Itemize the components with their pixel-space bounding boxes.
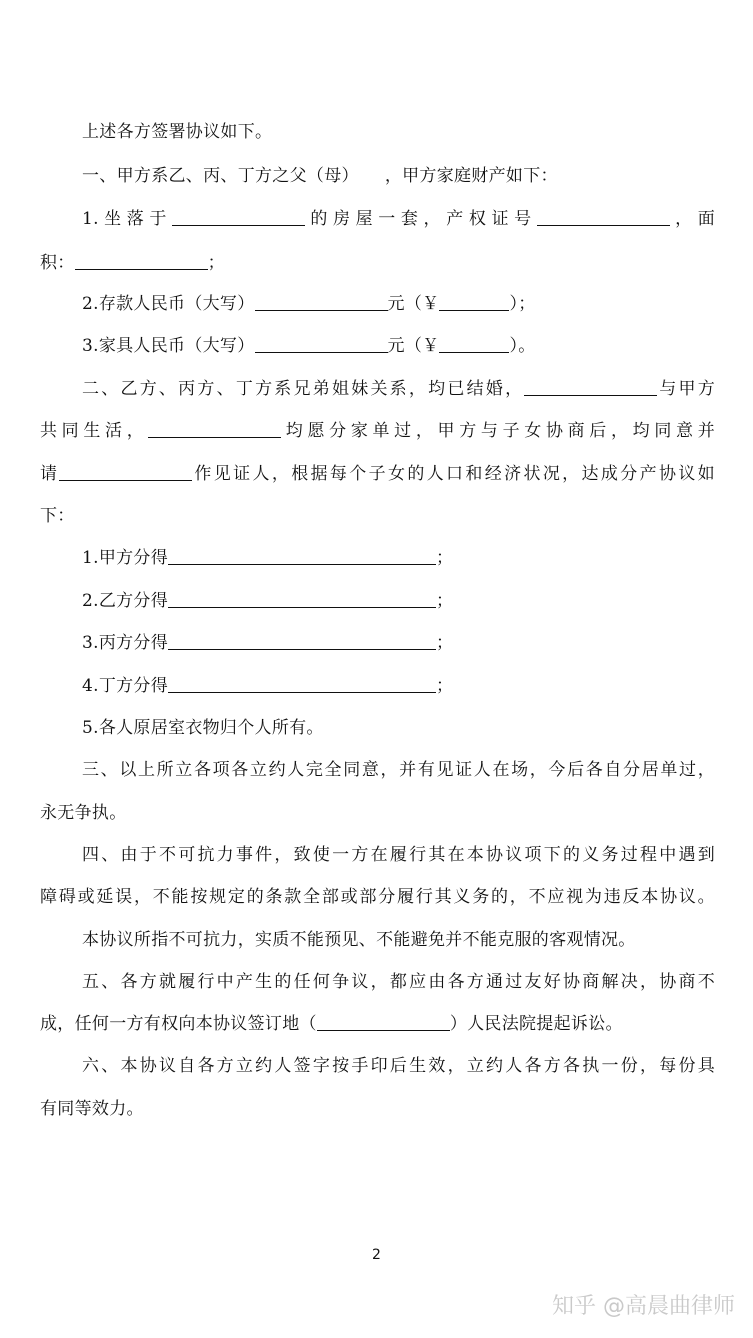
clause-four-line-1: 四、由于不可抗力事件，致使一方在履行其在本协议项下的义务过程中遇到: [82, 845, 715, 865]
separating-children-blank[interactable]: [148, 419, 281, 438]
clause-five-line-2: 成，任何一方有权向本协议签订地（ ）人民法院提起诉讼。: [40, 1014, 623, 1034]
share-blank-party-c[interactable]: [168, 631, 436, 650]
furniture-amount-blank[interactable]: [255, 334, 388, 353]
item-deposit: 2.存款人民币（大写） 元（￥ ）；: [82, 294, 536, 314]
share-item: 2.乙方分得 ；: [82, 591, 454, 611]
share-blank-party-d[interactable]: [168, 674, 436, 693]
house-location-blank[interactable]: [172, 207, 305, 226]
witness-blank[interactable]: [59, 462, 192, 481]
force-majeure-definition: 本协议所指不可抗力，实质不能预见、不能避免并不能克服的客观情况。: [82, 930, 636, 950]
share-blank-party-a[interactable]: [168, 546, 436, 565]
area-blank[interactable]: [75, 251, 208, 270]
share-item: 3.丙方分得 ；: [82, 633, 454, 653]
clause-two-line-3: 请 作见证人，根据每个子女的人口和经济状况，达成分产协议如: [40, 464, 715, 484]
clause-two-line-4: 下：: [40, 506, 75, 526]
clause-five-line-1: 五、各方就履行中产生的任何争议，都应由各方通过友好协商解决，协商不: [82, 972, 715, 992]
share-blank-party-b[interactable]: [168, 589, 436, 608]
item-clothing: 5.各人原居室衣物归个人所有。: [82, 718, 324, 738]
clause-three-line-2: 永无争执。: [40, 803, 127, 823]
item-furniture: 3.家具人民币（大写） 元（￥ ）。: [82, 336, 536, 356]
clause-six-line-2: 有同等效力。: [40, 1099, 144, 1119]
clause-two-line-2: 共同生活， 均愿分家单过，甲方与子女协商后，均同意并: [40, 421, 716, 441]
clause-six-line-1: 六、本协议自各方立约人签字按手印后生效，立约人各方各执一份，每份具: [82, 1056, 715, 1076]
watermark: 知乎 @高晨曲律师: [552, 1294, 735, 1319]
share-item: 1.甲方分得 ；: [82, 548, 454, 568]
intro-paragraph: 上述各方签署协议如下。: [82, 122, 273, 142]
property-cert-blank[interactable]: [537, 207, 670, 226]
item-house: 1.坐落于 的房屋一套，产权证号 ，面: [82, 209, 715, 229]
page-number: 2: [372, 1247, 381, 1263]
share-item: 4.丁方分得 ；: [82, 676, 454, 696]
clause-one: 一、甲方系乙、丙、丁方之父（母） ，甲方家庭财产如下：: [82, 166, 558, 186]
deposit-number-blank[interactable]: [439, 292, 509, 311]
cohabiting-child-blank[interactable]: [524, 377, 657, 396]
clause-four-line-2: 障碍或延误，不能按规定的条款全部或部分履行其义务的，不应视为违反本协议。: [40, 887, 715, 907]
furniture-number-blank[interactable]: [439, 334, 509, 353]
clause-two-line-1: 二、乙方、丙方、丁方系兄弟姐妹关系，均已结婚， 与甲方: [82, 379, 715, 399]
clause-three-line-1: 三、以上所立各项各立约人完全同意，并有见证人在场，今后各自分居单过，: [82, 760, 715, 780]
deposit-amount-blank[interactable]: [255, 292, 388, 311]
item-house-area: 积： ；: [40, 253, 225, 273]
signing-place-blank[interactable]: [317, 1012, 450, 1031]
